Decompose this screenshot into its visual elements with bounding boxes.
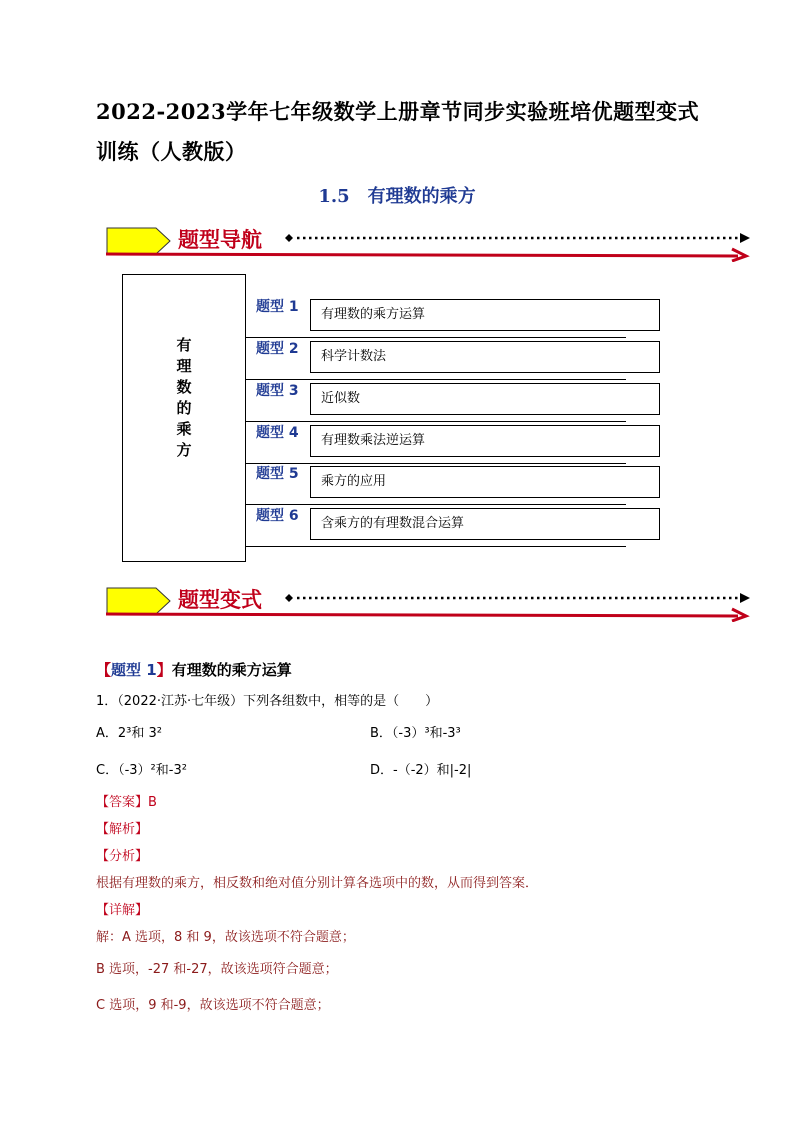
nav-item-text: 有理数乘法逆运算	[310, 425, 660, 457]
nav-item-6[interactable]	[246, 505, 666, 547]
nav-item-1[interactable]	[246, 296, 666, 338]
nav-item-text: 近似数	[310, 383, 660, 415]
nav-item-label: 题型 2	[256, 341, 299, 357]
red-arrow-line-icon	[106, 246, 750, 262]
nav-item-4[interactable]	[246, 422, 666, 464]
detail-line-1: 解：A 选项，8 和 9，故该选项不符合题意；	[96, 930, 355, 945]
detail-line-2: B 选项，-27 和-27，故该选项符合题意；	[96, 962, 338, 977]
fenxi-label: 【分析】	[96, 849, 149, 864]
nav-item-text: 含乘方的有理数混合运算	[310, 508, 660, 540]
option-b: B．（-3）³和-3³	[370, 726, 461, 741]
nav-item-5[interactable]	[246, 463, 666, 505]
question-type-title: 有理数的乘方运算	[171, 661, 292, 679]
dotted-arrow-icon	[284, 232, 750, 244]
red-arrow-line-icon	[106, 606, 750, 622]
nav-item-3[interactable]	[246, 380, 666, 422]
nav-item-2[interactable]	[246, 338, 666, 380]
fenxi-text: 根据有理数的乘方，相反数和绝对值分别计算各选项中的数，从而得到答案．	[96, 876, 539, 891]
divider	[246, 546, 626, 547]
nav-item-text: 乘方的应用	[310, 466, 660, 498]
nav-banner	[106, 224, 750, 268]
option-a: A．2³和 3²	[96, 726, 162, 741]
answer-line: 【答案】B	[96, 795, 157, 810]
nav-item-text: 科学计数法	[310, 341, 660, 373]
dotted-arrow-icon	[284, 592, 750, 604]
detail-label: 【详解】	[96, 903, 149, 918]
document-title: 2022-2023学年七年级数学上册章节同步实验班培优题型变式训练（人教版）	[96, 99, 700, 164]
option-d: D．-（-2）和|-2|	[370, 763, 472, 778]
nav-item-text: 有理数的乘方运算	[310, 299, 660, 331]
question-type-heading: 【题型 1】有理数的乘方运算	[96, 661, 292, 679]
nav-banner-heading: 题型导航	[178, 228, 262, 252]
nav-item-label: 题型 5	[256, 466, 299, 482]
option-c: C．（-3）²和-3²	[96, 763, 187, 778]
topic-box-label: 有 理 数 的 乘 方	[176, 336, 192, 459]
question-stem: 1．（2022·江苏·七年级）下列各组数中，相等的是（ ）	[96, 694, 439, 709]
section-title: 1.5 有理数的乘方	[318, 186, 476, 207]
analysis-label: 【解析】	[96, 822, 149, 837]
variants-banner	[106, 584, 750, 628]
detail-line-3: C 选项，9 和-9，故该选项不符合题意；	[96, 998, 330, 1013]
nav-item-label: 题型 6	[256, 508, 299, 524]
variants-banner-heading: 题型变式	[178, 588, 262, 612]
nav-item-label: 题型 3	[256, 383, 299, 399]
question-type-label: 题型 1	[111, 661, 157, 679]
nav-item-label: 题型 1	[256, 299, 299, 315]
nav-item-label: 题型 4	[256, 425, 299, 441]
